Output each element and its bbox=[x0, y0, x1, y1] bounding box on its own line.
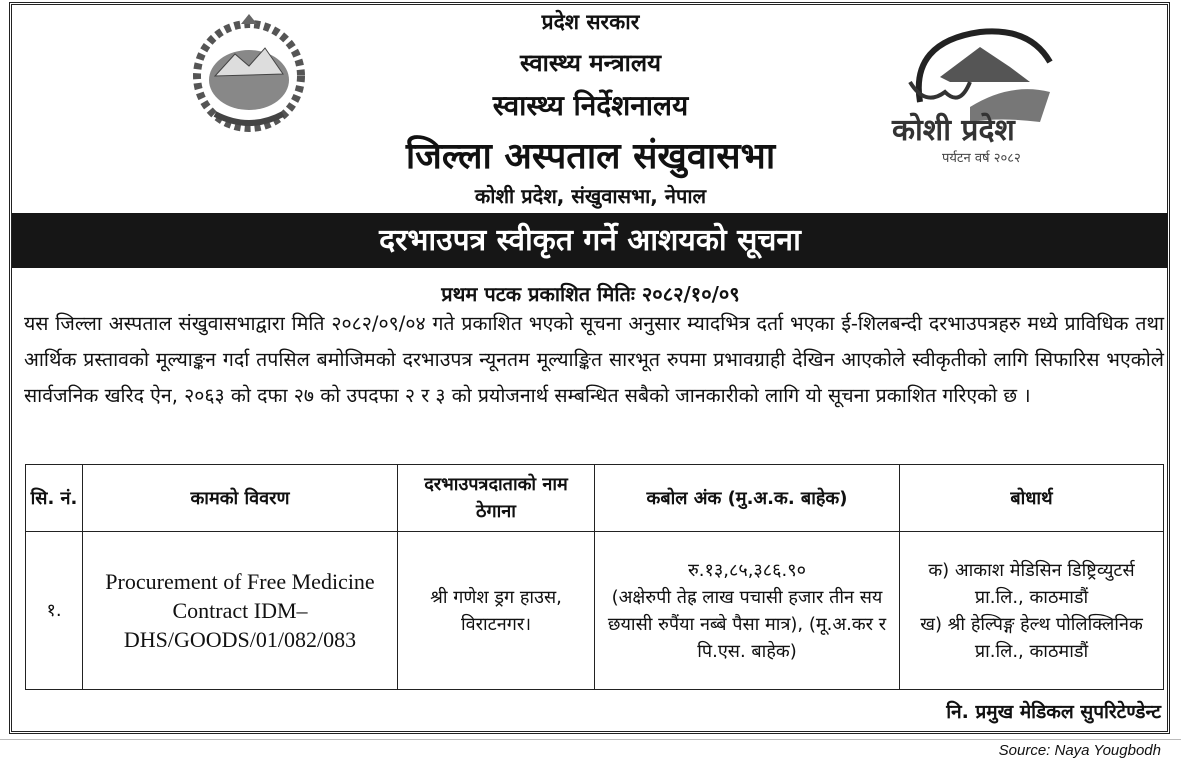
col-cc: बोधार्थ bbox=[900, 465, 1164, 532]
header-directorate: स्वास्थ्य निर्देशनालय bbox=[492, 89, 689, 122]
notice-title: दरभाउपत्र स्वीकृत गर्ने आशयको सूचना bbox=[12, 213, 1168, 268]
svg-text:कोशी प्रदेश: कोशी प्रदेश bbox=[892, 113, 1015, 148]
signature-designation: नि. प्रमुख मेडिकल सुपरिटेण्डेन्ट bbox=[946, 701, 1161, 723]
cc-item: ख) श्री हेल्पिङ्ग हेल्थ पोलिक्लिनिक प्रा.लि., काठमाडौं bbox=[920, 613, 1143, 662]
table-row bbox=[26, 532, 1164, 690]
cc-item: क) आकाश मेडिसिन डिष्ट्रिव्युटर्स प्रा.लि., काठमाडौं bbox=[928, 559, 1135, 608]
notice-body: यस जिल्ला अस्पताल संखुवासभाद्वारा मिति २०८२/०९/०४ गते प्रकाशित भएको सूचना अनुसार म्यादभित्र दर्ता भएका ई-शिलबन्दी दरभाउपत्रहरु मध्ये प्राविधिक तथा आर्थिक प्रस्तावको मूल्याङ्कन गर्दा तपसिल बमोजिमको दरभाउपत्र न्यूनतम मूल्याङ्कित सारभूत रुपमा प्रभावग्राही देखिन आएकोले स्वीकृतीको लागि सिफारिस भएकोले सार्वजनिक खरिद ऐन, २०६३ को दफा २७ को उपदफा २ र ३ को प्रयोजनार्थ सम्बन्धित सबैको जानकारीको लागि यो सूचना प्रकाशित गरिएको छ । bbox=[24, 312, 1165, 407]
header-province-government: प्रदेश सरकार bbox=[541, 10, 640, 34]
col-amount: कबोल अंक (मु.अ.क. बाहेक) bbox=[595, 465, 900, 532]
published-date: प्रथम पटक प्रकाशित मितिः २०८२/१०/०९ bbox=[441, 282, 740, 306]
col-bidder: दरभाउपत्रदाताको नाम ठेगाना bbox=[398, 465, 595, 532]
bid-table bbox=[25, 464, 1164, 690]
cell-sn: १. bbox=[26, 532, 83, 690]
svg-text:पर्यटन वर्ष २०८२: पर्यटन वर्ष २०८२ bbox=[942, 151, 1021, 166]
header-address: कोशी प्रदेश, संखुवासभा, नेपाल bbox=[474, 184, 707, 208]
source-credit: Source: Naya Yougbodh bbox=[998, 742, 1161, 759]
cell-bidder: श्री गणेश ड्रग हाउस, विराटनगर। bbox=[398, 532, 595, 690]
cell-amount bbox=[595, 532, 900, 690]
cell-description: Procurement of Free Medicine Contract IDM–DHS/GOODS/01/082/083 bbox=[83, 532, 398, 690]
header-hospital-name: जिल्ला अस्पताल संखुवासभा bbox=[405, 136, 776, 177]
table-header-row bbox=[26, 465, 1164, 532]
col-sn: सि. नं. bbox=[26, 465, 83, 532]
divider bbox=[0, 739, 1181, 740]
col-description: कामको विवरण bbox=[83, 465, 398, 532]
cell-cc bbox=[900, 532, 1164, 690]
header-ministry: स्वास्थ्य मन्त्रालय bbox=[519, 49, 662, 77]
amount-words: (अक्षेरुपी तेह्र लाख पचासी हजार तीन सय छयासी रुपैंया नब्बे पैसा मात्र), (मू.अ.कर र पि.एस. बाहेक) bbox=[607, 586, 887, 662]
amount-figure: रु.१३,८५,३८६.९० bbox=[688, 559, 806, 581]
